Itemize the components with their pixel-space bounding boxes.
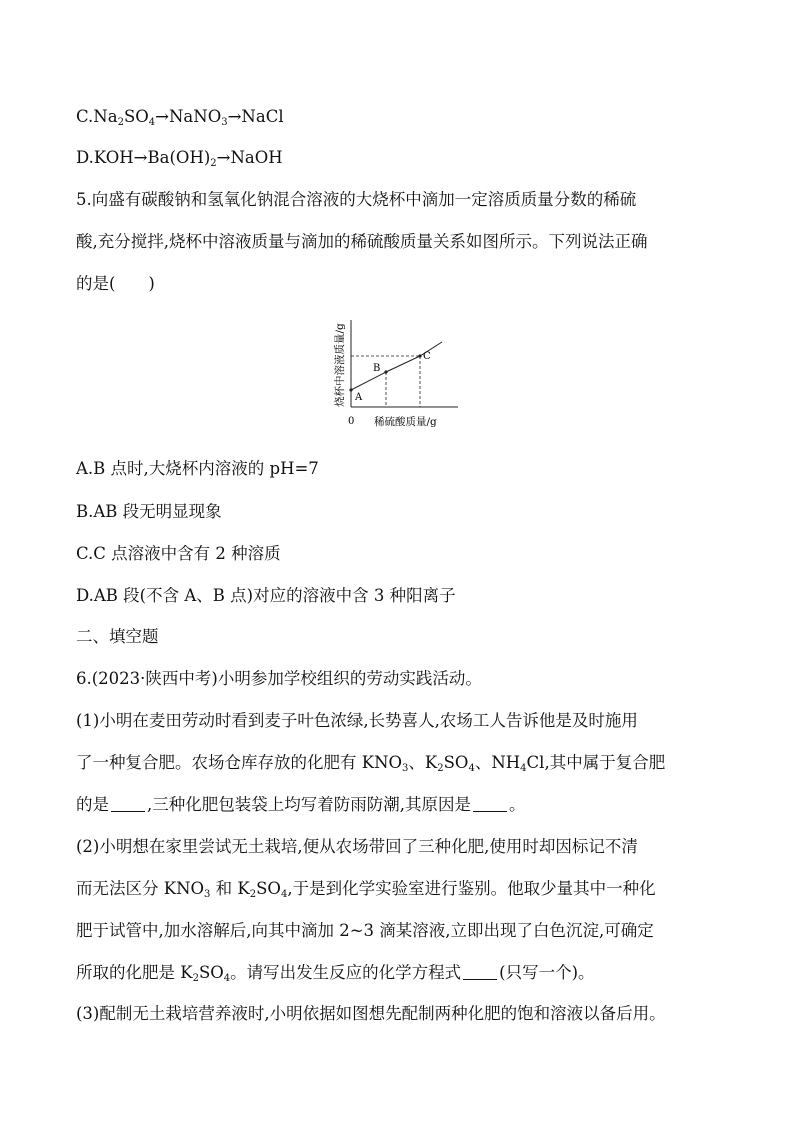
point-a-label: A [355, 392, 363, 403]
section-title: 二、填空题 [76, 627, 159, 646]
q5-stem-line1: 5.向盛有碳酸钠和氢氧化钠混合溶液的大烧杯中滴加一定溶质质量分数的稀硫 [76, 190, 637, 209]
answer-blank-1[interactable] [111, 797, 145, 812]
q6-p3-line1: (3)配制无土栽培营养液时,小明依据如图想先配制两种化肥的饱和溶液以备后用。 [76, 1004, 666, 1023]
point-c-label: C [423, 351, 431, 362]
q5-option-d: D.AB 段(不含 A、B 点)对应的溶液中含 3 种阳离子 [76, 586, 456, 605]
mass-graph [330, 312, 480, 432]
q6-stem: 6.(2023·陕西中考)小明参加学校组织的劳动实践活动。 [76, 669, 482, 688]
origin-label: 0 [348, 416, 355, 427]
q5-option-b: B.AB 段无明显现象 [76, 502, 222, 521]
point-a-dot [349, 388, 352, 391]
answer-blank-2[interactable] [473, 797, 507, 812]
q5-option-a: A.B 点时,大烧杯内溶液的 pH=7 [76, 459, 319, 478]
answer-blank-3[interactable] [463, 965, 497, 980]
option-c-prev: $C.Na_2SO_4\to NaNO_3\to NaCl$ [76, 107, 284, 128]
point-b-dot [384, 370, 387, 373]
option-d-prev: $D.KOH\to Ba(OH)_2\to NaOH$ [76, 148, 283, 169]
q6-p2-line1: (2)小明想在家里尝试无土栽培,便从农场带回了三种化肥,使用时却因标记不清 [76, 837, 638, 856]
q6-p1-line3: 的是 ,三种化肥包装袋上均写着防雨防潮,其原因是 。 [76, 795, 526, 814]
y-axis-label: 烧杯中溶液质量/g [334, 323, 346, 407]
x-axis-label: 稀硫酸质量/g [374, 416, 437, 428]
mass-curve [351, 342, 442, 390]
q6-p2-line3: 肥于试管中,加水溶解后,向其中滴加 2~3 滴某溶液,立即出现了白色沉淀,可确定 [76, 921, 654, 940]
point-c-dot [418, 354, 421, 357]
q5-option-c: C.C 点溶液中含有 2 种溶质 [76, 544, 281, 563]
q6-p1-line1: (1)小明在麦田劳动时看到麦子叶色浓绿,长势喜人,农场工人告诉他是及时施用 [76, 711, 638, 730]
q5-stem-line2: 酸,充分搅拌,烧杯中溶液质量与滴加的稀硫酸质量关系如图所示。下列说法正确 [76, 232, 648, 251]
q5-stem-line3: 的是( ) [76, 274, 155, 293]
q6-p1-line2: 了一种复合肥。农场仓库存放的化肥有 $KNO_3$、$K_2SO_4$、$NH_4Cl$,其中属于复合肥 [76, 753, 666, 774]
point-b-label: B [373, 363, 381, 374]
q6-p2-line4: 所取的化肥是 $K_2SO_4$。请写出发生反应的化学方程式 (只写一个)。 [76, 963, 595, 984]
q6-p2-line2: 而无法区分 $KNO_3$ 和 $K_2SO_4$,于是到化学实验室进行鉴别。他取少量其中一种化 [76, 879, 656, 900]
